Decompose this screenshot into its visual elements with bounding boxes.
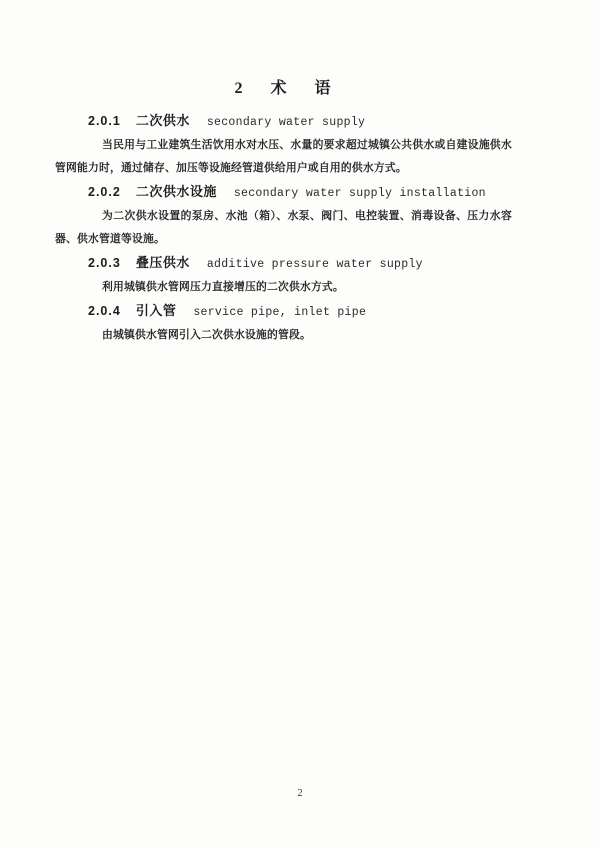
clause-number: 2.0.2 bbox=[88, 185, 121, 199]
page-footer bbox=[0, 783, 600, 801]
term-heading bbox=[88, 299, 512, 324]
term-definition: 由城镇供水管网引入二次供水设施的管段。 bbox=[102, 329, 311, 341]
term-definition: 当民用与工业建筑生活饮用水对水压、水量的要求超过城镇公共供水或自建设施供水管网能力时，通过储存、加压等设施经管道供给用户或自用的供水方式。 bbox=[55, 139, 512, 174]
term-heading bbox=[88, 180, 512, 205]
term-english: service pipe, inlet pipe bbox=[193, 306, 367, 319]
term-heading bbox=[88, 251, 512, 276]
clause-number: 2.0.1 bbox=[88, 114, 121, 128]
term-english: secondary water supply bbox=[206, 116, 366, 129]
chapter-title: 2 术 语 bbox=[234, 80, 333, 97]
term-definition: 为二次供水设置的泵房、水池（箱）、水泵、阀门、电控装置、消毒设备、压力水容器、供水管道等设施。 bbox=[55, 210, 512, 245]
term-section-2-0-4 bbox=[55, 299, 512, 347]
term-section-2-0-1 bbox=[55, 109, 512, 180]
term-definition: 利用城镇供水管网压力直接增压的二次供水方式。 bbox=[102, 281, 344, 293]
term-heading bbox=[88, 109, 512, 134]
clause-number: 2.0.4 bbox=[88, 304, 121, 318]
term-chinese: 叠压供水 bbox=[135, 255, 190, 270]
term-chinese: 二次供水设施 bbox=[135, 184, 217, 199]
term-english: additive pressure water supply bbox=[206, 258, 423, 271]
term-section-2-0-2 bbox=[55, 180, 512, 251]
term-section-2-0-3 bbox=[55, 251, 512, 299]
term-english: secondary water supply installation bbox=[233, 187, 486, 200]
term-chinese: 二次供水 bbox=[135, 113, 190, 128]
page-content bbox=[55, 77, 512, 347]
term-chinese: 引入管 bbox=[135, 303, 177, 318]
page-number: 2 bbox=[297, 788, 303, 799]
clause-number: 2.0.3 bbox=[88, 256, 121, 270]
